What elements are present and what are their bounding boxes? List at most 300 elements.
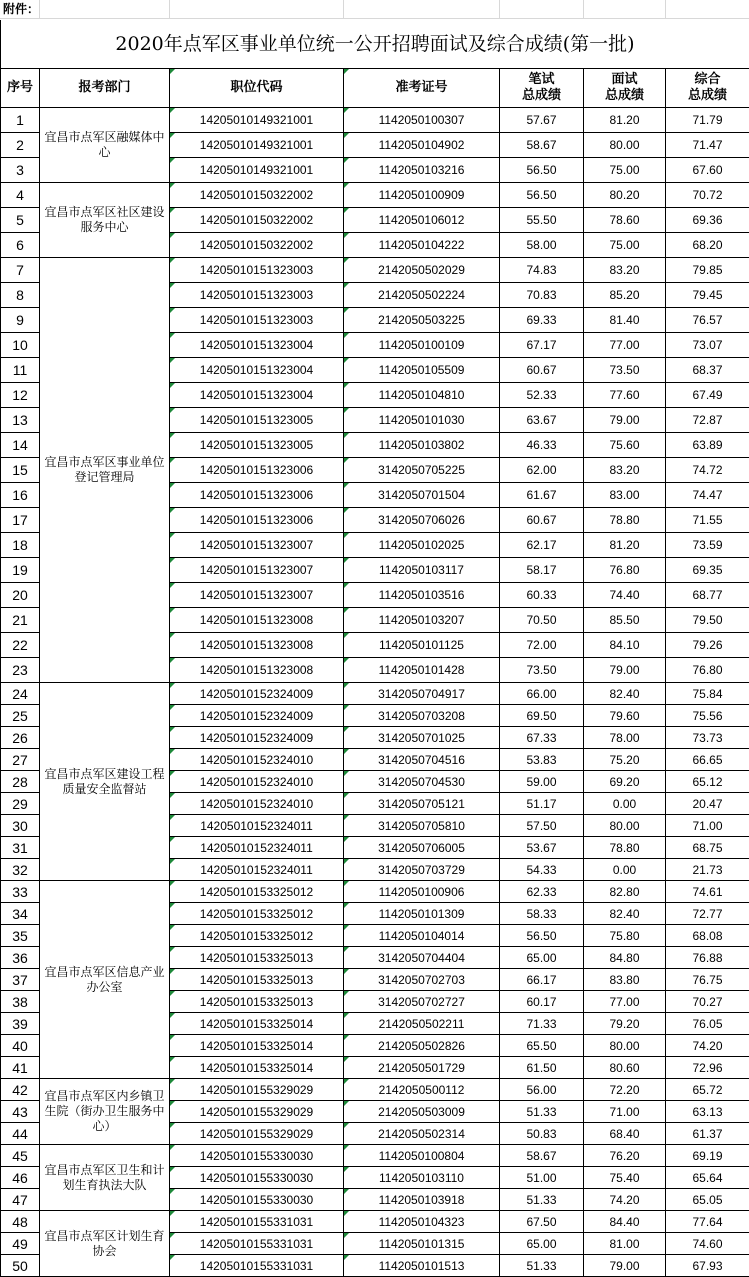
cell-position: 14205010153325013 — [170, 991, 344, 1013]
cell-written: 58.33 — [500, 903, 584, 925]
cell-interview: 71.00 — [584, 1101, 666, 1123]
cell-written: 65.50 — [500, 1035, 584, 1057]
cell-written: 50.83 — [500, 1123, 584, 1145]
cell-interview: 75.00 — [584, 233, 666, 258]
cell-total: 79.50 — [666, 608, 749, 633]
grid-line — [169, 0, 170, 19]
cell-seq: 43 — [1, 1101, 40, 1123]
cell-position: 14205010152324010 — [170, 793, 344, 815]
cell-interview: 75.60 — [584, 433, 666, 458]
cell-written: 60.67 — [500, 358, 584, 383]
cell-seq: 1 — [1, 108, 40, 133]
cell-interview: 80.00 — [584, 815, 666, 837]
table-row — [1, 683, 749, 705]
table-row — [1, 1145, 749, 1167]
cell-ticket: 3142050703208 — [344, 705, 500, 727]
cell-interview: 74.20 — [584, 1189, 666, 1211]
cell-dept: 宜昌市点军区事业单位登记管理局 — [40, 258, 170, 683]
cell-seq: 37 — [1, 969, 40, 991]
cell-interview: 79.00 — [584, 408, 666, 433]
cell-interview: 75.00 — [584, 158, 666, 183]
cell-position: 14205010151323008 — [170, 658, 344, 683]
cell-interview: 68.40 — [584, 1123, 666, 1145]
cell-total: 68.75 — [666, 837, 749, 859]
cell-interview: 84.10 — [584, 633, 666, 658]
cell-seq: 16 — [1, 483, 40, 508]
cell-position: 14205010153325014 — [170, 1013, 344, 1035]
cell-interview: 84.40 — [584, 1211, 666, 1233]
cell-ticket: 2142050502826 — [344, 1035, 500, 1057]
header-position: 职位代码 — [170, 69, 344, 108]
cell-seq: 47 — [1, 1189, 40, 1211]
cell-total: 65.64 — [666, 1167, 749, 1189]
cell-total: 69.36 — [666, 208, 749, 233]
cell-written: 56.00 — [500, 1079, 584, 1101]
header-seq: 序号 — [1, 69, 40, 108]
cell-ticket: 3142050702727 — [344, 991, 500, 1013]
header-written-text: 笔试 总成绩 — [521, 72, 561, 103]
cell-seq: 3 — [1, 158, 40, 183]
cell-written: 62.17 — [500, 533, 584, 558]
cell-seq: 48 — [1, 1211, 40, 1233]
cell-seq: 39 — [1, 1013, 40, 1035]
cell-position: 14205010151323003 — [170, 283, 344, 308]
cell-written: 62.00 — [500, 458, 584, 483]
cell-ticket: 1142050101428 — [344, 658, 500, 683]
cell-total: 72.96 — [666, 1057, 749, 1079]
cell-written: 62.33 — [500, 881, 584, 903]
cell-total: 76.80 — [666, 658, 749, 683]
header-total — [666, 69, 749, 108]
cell-written: 69.33 — [500, 308, 584, 333]
cell-seq: 18 — [1, 533, 40, 558]
cell-total: 69.35 — [666, 558, 749, 583]
cell-seq: 20 — [1, 583, 40, 608]
cell-seq: 50 — [1, 1255, 40, 1277]
cell-position: 14205010151323006 — [170, 508, 344, 533]
cell-position: 14205010155330030 — [170, 1145, 344, 1167]
cell-position: 14205010152324011 — [170, 837, 344, 859]
cell-dept: 宜昌市点军区融媒体中心 — [40, 108, 170, 183]
cell-position: 14205010151323006 — [170, 483, 344, 508]
page-title: 2020年点军区事业单位统一公开招聘面试及综合成绩(第一批) — [0, 20, 749, 68]
cell-seq: 32 — [1, 859, 40, 881]
cell-seq: 46 — [1, 1167, 40, 1189]
cell-seq: 10 — [1, 333, 40, 358]
cell-seq: 35 — [1, 925, 40, 947]
cell-position: 14205010151323008 — [170, 633, 344, 658]
cell-ticket: 1142050105509 — [344, 358, 500, 383]
cell-ticket: 3142050704516 — [344, 749, 500, 771]
cell-dept: 宜昌市点军区内乡镇卫生院（街办卫生服务中心） — [40, 1079, 170, 1145]
cell-ticket: 2142050503225 — [344, 308, 500, 333]
cell-position: 14205010151323007 — [170, 583, 344, 608]
header-total-text: 综合 总成绩 — [687, 72, 727, 103]
cell-seq: 44 — [1, 1123, 40, 1145]
table-row — [1, 258, 749, 283]
cell-ticket: 3142050704917 — [344, 683, 500, 705]
cell-position: 14205010155330030 — [170, 1189, 344, 1211]
cell-interview: 77.00 — [584, 333, 666, 358]
cell-interview: 73.50 — [584, 358, 666, 383]
cell-total: 76.57 — [666, 308, 749, 333]
cell-total: 74.47 — [666, 483, 749, 508]
cell-total: 75.84 — [666, 683, 749, 705]
cell-ticket: 1142050100909 — [344, 183, 500, 208]
cell-position: 14205010149321001 — [170, 158, 344, 183]
cell-seq: 23 — [1, 658, 40, 683]
table-row — [1, 1079, 749, 1101]
cell-ticket: 1142050104323 — [344, 1211, 500, 1233]
cell-total: 74.72 — [666, 458, 749, 483]
cell-written: 51.33 — [500, 1255, 584, 1277]
cell-ticket: 1142050101125 — [344, 633, 500, 658]
cell-position: 14205010155329029 — [170, 1079, 344, 1101]
cell-position: 14205010151323003 — [170, 258, 344, 283]
cell-seq: 13 — [1, 408, 40, 433]
cell-ticket: 1142050100906 — [344, 881, 500, 903]
cell-total: 61.37 — [666, 1123, 749, 1145]
header-interview — [584, 69, 666, 108]
cell-total: 79.26 — [666, 633, 749, 658]
cell-interview: 69.20 — [584, 771, 666, 793]
cell-total: 68.37 — [666, 358, 749, 383]
cell-total: 69.19 — [666, 1145, 749, 1167]
cell-total: 76.88 — [666, 947, 749, 969]
cell-interview: 77.60 — [584, 383, 666, 408]
cell-ticket: 3142050705121 — [344, 793, 500, 815]
grid-line — [343, 0, 344, 19]
cell-position: 14205010151323008 — [170, 608, 344, 633]
cell-ticket: 3142050705810 — [344, 815, 500, 837]
cell-position: 14205010153325014 — [170, 1057, 344, 1079]
cell-interview: 79.20 — [584, 1013, 666, 1035]
cell-interview: 83.80 — [584, 969, 666, 991]
cell-position: 14205010155329029 — [170, 1123, 344, 1145]
cell-written: 66.17 — [500, 969, 584, 991]
cell-total: 21.73 — [666, 859, 749, 881]
cell-position: 14205010151323004 — [170, 333, 344, 358]
cell-position: 14205010149321001 — [170, 133, 344, 158]
cell-total: 65.72 — [666, 1079, 749, 1101]
cell-written: 74.83 — [500, 258, 584, 283]
cell-written: 63.67 — [500, 408, 584, 433]
cell-ticket: 2142050502314 — [344, 1123, 500, 1145]
cell-interview: 78.00 — [584, 727, 666, 749]
cell-position: 14205010153325012 — [170, 925, 344, 947]
cell-seq: 38 — [1, 991, 40, 1013]
cell-written: 66.00 — [500, 683, 584, 705]
cell-total: 65.05 — [666, 1189, 749, 1211]
cell-interview: 82.40 — [584, 683, 666, 705]
cell-ticket: 1142050104902 — [344, 133, 500, 158]
cell-dept: 宜昌市点军区计划生育协会 — [40, 1211, 170, 1277]
table-row — [1, 1211, 749, 1233]
cell-written: 58.00 — [500, 233, 584, 258]
cell-interview: 75.20 — [584, 749, 666, 771]
cell-position: 14205010150322002 — [170, 208, 344, 233]
cell-dept: 宜昌市点军区信息产业办公室 — [40, 881, 170, 1079]
cell-ticket: 2142050501729 — [344, 1057, 500, 1079]
cell-total: 77.64 — [666, 1211, 749, 1233]
cell-ticket: 2142050502224 — [344, 283, 500, 308]
table-row — [1, 881, 749, 903]
cell-position: 14205010151323003 — [170, 308, 344, 333]
cell-total: 79.45 — [666, 283, 749, 308]
cell-seq: 17 — [1, 508, 40, 533]
cell-written: 65.00 — [500, 947, 584, 969]
cell-total: 71.47 — [666, 133, 749, 158]
cell-ticket: 1142050104014 — [344, 925, 500, 947]
cell-interview: 78.60 — [584, 208, 666, 233]
cell-position: 14205010152324009 — [170, 727, 344, 749]
cell-position: 14205010153325014 — [170, 1035, 344, 1057]
header-dept: 报考部门 — [40, 69, 170, 108]
cell-ticket: 1142050104222 — [344, 233, 500, 258]
cell-ticket: 3142050706005 — [344, 837, 500, 859]
cell-interview: 81.00 — [584, 1233, 666, 1255]
cell-written: 67.17 — [500, 333, 584, 358]
cell-interview: 84.80 — [584, 947, 666, 969]
cell-ticket: 1142050103216 — [344, 158, 500, 183]
cell-total: 73.07 — [666, 333, 749, 358]
cell-seq: 22 — [1, 633, 40, 658]
cell-seq: 33 — [1, 881, 40, 903]
cell-position: 14205010152324009 — [170, 705, 344, 727]
cell-ticket: 1142050103918 — [344, 1189, 500, 1211]
cell-position: 14205010150322002 — [170, 183, 344, 208]
cell-ticket: 3142050701025 — [344, 727, 500, 749]
cell-total: 65.12 — [666, 771, 749, 793]
cell-written: 61.50 — [500, 1057, 584, 1079]
header-ticket: 准考证号 — [344, 69, 500, 108]
cell-total: 72.87 — [666, 408, 749, 433]
cell-ticket: 1142050100804 — [344, 1145, 500, 1167]
cell-seq: 15 — [1, 458, 40, 483]
cell-interview: 76.80 — [584, 558, 666, 583]
cell-total: 74.61 — [666, 881, 749, 903]
attachment-row — [0, 0, 749, 19]
cell-interview: 78.80 — [584, 508, 666, 533]
cell-seq: 25 — [1, 705, 40, 727]
cell-total: 67.93 — [666, 1255, 749, 1277]
cell-interview: 75.40 — [584, 1167, 666, 1189]
cell-interview: 80.00 — [584, 133, 666, 158]
cell-seq: 12 — [1, 383, 40, 408]
cell-ticket: 2142050503009 — [344, 1101, 500, 1123]
cell-total: 67.49 — [666, 383, 749, 408]
cell-written: 72.00 — [500, 633, 584, 658]
cell-interview: 85.50 — [584, 608, 666, 633]
cell-written: 70.50 — [500, 608, 584, 633]
cell-interview: 83.00 — [584, 483, 666, 508]
cell-total: 71.00 — [666, 815, 749, 837]
cell-total: 67.60 — [666, 158, 749, 183]
cell-total: 68.20 — [666, 233, 749, 258]
cell-total: 79.85 — [666, 258, 749, 283]
cell-position: 14205010152324011 — [170, 859, 344, 881]
cell-position: 14205010152324011 — [170, 815, 344, 837]
cell-interview: 79.60 — [584, 705, 666, 727]
cell-written: 51.33 — [500, 1189, 584, 1211]
cell-ticket: 1142050101315 — [344, 1233, 500, 1255]
cell-seq: 29 — [1, 793, 40, 815]
cell-interview: 82.80 — [584, 881, 666, 903]
cell-interview: 79.00 — [584, 1255, 666, 1277]
cell-total: 63.89 — [666, 433, 749, 458]
cell-ticket: 3142050706026 — [344, 508, 500, 533]
cell-total: 75.56 — [666, 705, 749, 727]
cell-position: 14205010153325013 — [170, 947, 344, 969]
cell-total: 70.27 — [666, 991, 749, 1013]
cell-written: 69.50 — [500, 705, 584, 727]
cell-seq: 49 — [1, 1233, 40, 1255]
cell-written: 57.50 — [500, 815, 584, 837]
cell-ticket: 1142050100307 — [344, 108, 500, 133]
cell-ticket: 1142050103110 — [344, 1167, 500, 1189]
score-table — [0, 68, 749, 1277]
cell-seq: 6 — [1, 233, 40, 258]
cell-written: 58.67 — [500, 133, 584, 158]
cell-ticket: 1142050101513 — [344, 1255, 500, 1277]
attachment-label: 附件： — [3, 2, 40, 16]
cell-total: 70.72 — [666, 183, 749, 208]
header-written — [500, 69, 584, 108]
cell-total: 73.73 — [666, 727, 749, 749]
cell-seq: 40 — [1, 1035, 40, 1057]
cell-total: 76.05 — [666, 1013, 749, 1035]
cell-written: 60.67 — [500, 508, 584, 533]
cell-interview: 82.40 — [584, 903, 666, 925]
cell-ticket: 3142050702703 — [344, 969, 500, 991]
cell-position: 14205010152324010 — [170, 749, 344, 771]
cell-interview: 80.20 — [584, 183, 666, 208]
cell-interview: 74.40 — [584, 583, 666, 608]
cell-written: 73.50 — [500, 658, 584, 683]
cell-written: 67.33 — [500, 727, 584, 749]
cell-written: 57.67 — [500, 108, 584, 133]
cell-seq: 4 — [1, 183, 40, 208]
cell-ticket: 1142050101309 — [344, 903, 500, 925]
cell-total: 71.79 — [666, 108, 749, 133]
table-row — [1, 108, 749, 133]
cell-position: 14205010155331031 — [170, 1211, 344, 1233]
cell-total: 72.77 — [666, 903, 749, 925]
cell-seq: 36 — [1, 947, 40, 969]
cell-written: 60.17 — [500, 991, 584, 1013]
cell-interview: 77.00 — [584, 991, 666, 1013]
cell-seq: 26 — [1, 727, 40, 749]
cell-seq: 7 — [1, 258, 40, 283]
grid-line — [499, 0, 500, 19]
cell-position: 14205010152324009 — [170, 683, 344, 705]
cell-written: 56.50 — [500, 183, 584, 208]
cell-total: 66.65 — [666, 749, 749, 771]
cell-written: 51.17 — [500, 793, 584, 815]
cell-interview: 80.00 — [584, 1035, 666, 1057]
cell-interview: 75.80 — [584, 925, 666, 947]
cell-interview: 0.00 — [584, 793, 666, 815]
cell-written: 53.67 — [500, 837, 584, 859]
cell-seq: 2 — [1, 133, 40, 158]
cell-ticket: 1142050103117 — [344, 558, 500, 583]
cell-seq: 27 — [1, 749, 40, 771]
cell-position: 14205010151323007 — [170, 558, 344, 583]
cell-ticket: 1142050101030 — [344, 408, 500, 433]
cell-position: 14205010153325013 — [170, 969, 344, 991]
cell-total: 68.08 — [666, 925, 749, 947]
cell-total: 71.55 — [666, 508, 749, 533]
cell-ticket: 3142050703729 — [344, 859, 500, 881]
cell-position: 14205010151323004 — [170, 358, 344, 383]
cell-position: 14205010151323004 — [170, 383, 344, 408]
header-interview-text: 面试 总成绩 — [604, 72, 644, 103]
cell-ticket: 1142050100109 — [344, 333, 500, 358]
grid-line — [39, 0, 40, 19]
cell-seq: 41 — [1, 1057, 40, 1079]
cell-written: 70.83 — [500, 283, 584, 308]
cell-seq: 34 — [1, 903, 40, 925]
cell-total: 20.47 — [666, 793, 749, 815]
cell-position: 14205010155331031 — [170, 1233, 344, 1255]
cell-position: 14205010150322002 — [170, 233, 344, 258]
cell-ticket: 1142050104810 — [344, 383, 500, 408]
cell-written: 55.50 — [500, 208, 584, 233]
cell-position: 14205010153325012 — [170, 881, 344, 903]
cell-total: 73.59 — [666, 533, 749, 558]
cell-dept: 宜昌市点军区建设工程质量安全监督站 — [40, 683, 170, 881]
cell-written: 51.33 — [500, 1101, 584, 1123]
table-row — [1, 183, 749, 208]
cell-total: 74.60 — [666, 1233, 749, 1255]
cell-seq: 24 — [1, 683, 40, 705]
cell-ticket: 3142050704404 — [344, 947, 500, 969]
cell-position: 14205010155330030 — [170, 1167, 344, 1189]
cell-written: 67.50 — [500, 1211, 584, 1233]
table-body — [1, 108, 749, 1277]
cell-position: 14205010152324010 — [170, 771, 344, 793]
cell-interview: 83.20 — [584, 258, 666, 283]
cell-total: 63.13 — [666, 1101, 749, 1123]
cell-ticket: 3142050704530 — [344, 771, 500, 793]
cell-seq: 5 — [1, 208, 40, 233]
cell-written: 56.50 — [500, 158, 584, 183]
cell-interview: 78.80 — [584, 837, 666, 859]
cell-ticket: 1142050103802 — [344, 433, 500, 458]
cell-written: 46.33 — [500, 433, 584, 458]
cell-written: 56.50 — [500, 925, 584, 947]
cell-total: 68.77 — [666, 583, 749, 608]
cell-position: 14205010149321001 — [170, 108, 344, 133]
cell-total: 74.20 — [666, 1035, 749, 1057]
cell-interview: 83.20 — [584, 458, 666, 483]
cell-total: 76.75 — [666, 969, 749, 991]
cell-interview: 81.40 — [584, 308, 666, 333]
cell-interview: 81.20 — [584, 533, 666, 558]
cell-written: 59.00 — [500, 771, 584, 793]
cell-position: 14205010151323007 — [170, 533, 344, 558]
cell-seq: 28 — [1, 771, 40, 793]
cell-ticket: 2142050502211 — [344, 1013, 500, 1035]
cell-dept: 宜昌市点军区卫生和计划生育执法大队 — [40, 1145, 170, 1211]
cell-written: 60.33 — [500, 583, 584, 608]
cell-interview: 81.20 — [584, 108, 666, 133]
cell-written: 58.17 — [500, 558, 584, 583]
cell-written: 51.00 — [500, 1167, 584, 1189]
cell-interview: 0.00 — [584, 859, 666, 881]
cell-seq: 8 — [1, 283, 40, 308]
cell-ticket: 1142050103207 — [344, 608, 500, 633]
